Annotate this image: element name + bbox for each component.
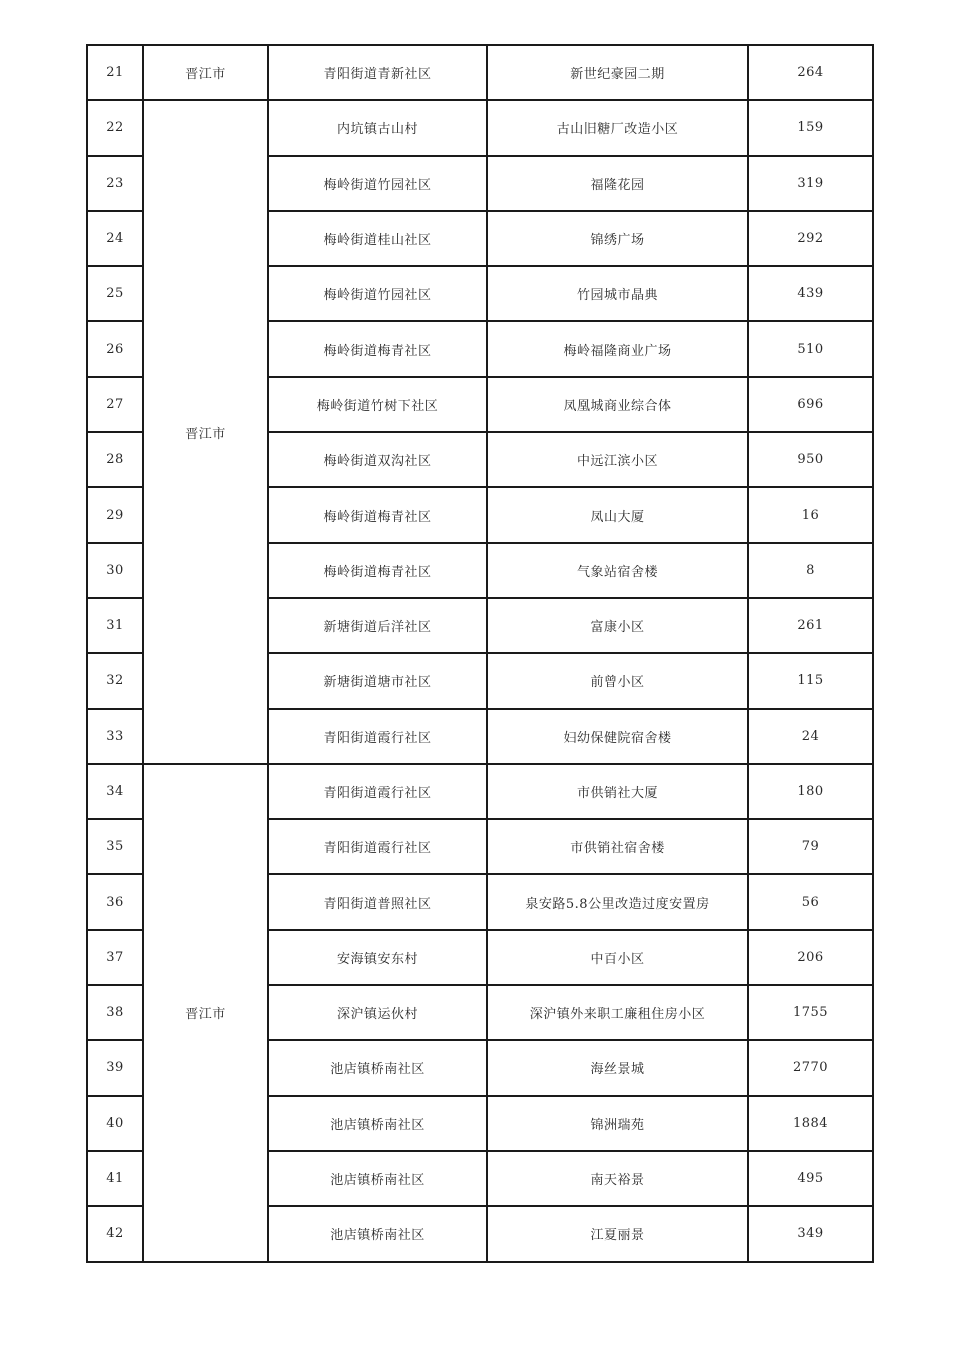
project-cell: 妇幼保健院宿舍楼 xyxy=(487,709,748,764)
row-number-cell: 36 xyxy=(87,874,143,929)
project-cell: 古山旧糖厂改造小区 xyxy=(487,100,748,155)
table-row xyxy=(87,45,873,100)
community-cell: 梅岭街道竹园社区 xyxy=(268,266,487,321)
row-number-cell: 30 xyxy=(87,543,143,598)
row-number-cell: 39 xyxy=(87,1040,143,1095)
project-cell: 市供销社大厦 xyxy=(487,764,748,819)
row-number-cell: 29 xyxy=(87,487,143,542)
project-cell: 深沪镇外来职工廉租住房小区 xyxy=(487,985,748,1040)
units-cell: 180 xyxy=(748,764,873,819)
city-cell: 晋江市 xyxy=(143,764,268,1262)
row-number-cell: 42 xyxy=(87,1206,143,1261)
units-cell: 439 xyxy=(748,266,873,321)
row-number-cell: 21 xyxy=(87,45,143,100)
project-cell: 市供销社宿舍楼 xyxy=(487,819,748,874)
housing-table xyxy=(86,44,874,1263)
project-cell: 富康小区 xyxy=(487,598,748,653)
community-cell: 青阳街道霞行社区 xyxy=(268,709,487,764)
units-cell: 1755 xyxy=(748,985,873,1040)
project-cell: 新世纪豪园二期 xyxy=(487,45,748,100)
units-cell: 950 xyxy=(748,432,873,487)
table-body xyxy=(87,45,873,1262)
community-cell: 梅岭街道桂山社区 xyxy=(268,211,487,266)
units-cell: 206 xyxy=(748,930,873,985)
community-cell: 青阳街道普照社区 xyxy=(268,874,487,929)
row-number-cell: 26 xyxy=(87,321,143,376)
row-number-cell: 41 xyxy=(87,1151,143,1206)
row-number-cell: 38 xyxy=(87,985,143,1040)
project-cell: 中百小区 xyxy=(487,930,748,985)
community-cell: 池店镇桥南社区 xyxy=(268,1096,487,1151)
units-cell: 115 xyxy=(748,653,873,708)
community-cell: 池店镇桥南社区 xyxy=(268,1206,487,1261)
row-number-cell: 35 xyxy=(87,819,143,874)
community-cell: 内坑镇古山村 xyxy=(268,100,487,155)
project-cell: 前曾小区 xyxy=(487,653,748,708)
table-row xyxy=(87,764,873,819)
project-cell: 海丝景城 xyxy=(487,1040,748,1095)
project-cell: 梅岭福隆商业广场 xyxy=(487,321,748,376)
row-number-cell: 40 xyxy=(87,1096,143,1151)
city-cell: 晋江市 xyxy=(143,45,268,100)
project-cell: 福隆花园 xyxy=(487,156,748,211)
city-cell: 晋江市 xyxy=(143,100,268,764)
row-number-cell: 22 xyxy=(87,100,143,155)
project-cell: 江夏丽景 xyxy=(487,1206,748,1261)
units-cell: 79 xyxy=(748,819,873,874)
project-cell: 中远江滨小区 xyxy=(487,432,748,487)
units-cell: 319 xyxy=(748,156,873,211)
row-number-cell: 24 xyxy=(87,211,143,266)
units-cell: 56 xyxy=(748,874,873,929)
row-number-cell: 34 xyxy=(87,764,143,819)
community-cell: 池店镇桥南社区 xyxy=(268,1151,487,1206)
community-cell: 青阳街道青新社区 xyxy=(268,45,487,100)
units-cell: 264 xyxy=(748,45,873,100)
units-cell: 495 xyxy=(748,1151,873,1206)
project-cell: 凤山大厦 xyxy=(487,487,748,542)
units-cell: 24 xyxy=(748,709,873,764)
project-cell: 泉安路5.8公里改造过度安置房 xyxy=(487,874,748,929)
community-cell: 梅岭街道双沟社区 xyxy=(268,432,487,487)
community-cell: 新塘街道塘市社区 xyxy=(268,653,487,708)
community-cell: 梅岭街道梅青社区 xyxy=(268,321,487,376)
project-cell: 竹园城市晶典 xyxy=(487,266,748,321)
row-number-cell: 32 xyxy=(87,653,143,708)
community-cell: 梅岭街道竹树下社区 xyxy=(268,377,487,432)
units-cell: 16 xyxy=(748,487,873,542)
community-cell: 青阳街道霞行社区 xyxy=(268,764,487,819)
units-cell: 8 xyxy=(748,543,873,598)
units-cell: 292 xyxy=(748,211,873,266)
units-cell: 159 xyxy=(748,100,873,155)
community-cell: 深沪镇运伙村 xyxy=(268,985,487,1040)
row-number-cell: 25 xyxy=(87,266,143,321)
community-cell: 安海镇安东村 xyxy=(268,930,487,985)
community-cell: 梅岭街道竹园社区 xyxy=(268,156,487,211)
row-number-cell: 37 xyxy=(87,930,143,985)
table-row xyxy=(87,100,873,155)
units-cell: 349 xyxy=(748,1206,873,1261)
row-number-cell: 33 xyxy=(87,709,143,764)
row-number-cell: 28 xyxy=(87,432,143,487)
community-cell: 青阳街道霞行社区 xyxy=(268,819,487,874)
row-number-cell: 23 xyxy=(87,156,143,211)
community-cell: 新塘街道后洋社区 xyxy=(268,598,487,653)
row-number-cell: 27 xyxy=(87,377,143,432)
community-cell: 池店镇桥南社区 xyxy=(268,1040,487,1095)
project-cell: 凤凰城商业综合体 xyxy=(487,377,748,432)
row-number-cell: 31 xyxy=(87,598,143,653)
project-cell: 锦绣广场 xyxy=(487,211,748,266)
units-cell: 1884 xyxy=(748,1096,873,1151)
project-cell: 南天裕景 xyxy=(487,1151,748,1206)
community-cell: 梅岭街道梅青社区 xyxy=(268,487,487,542)
units-cell: 510 xyxy=(748,321,873,376)
units-cell: 696 xyxy=(748,377,873,432)
project-cell: 气象站宿舍楼 xyxy=(487,543,748,598)
units-cell: 261 xyxy=(748,598,873,653)
community-cell: 梅岭街道梅青社区 xyxy=(268,543,487,598)
units-cell: 2770 xyxy=(748,1040,873,1095)
project-cell: 锦洲瑞苑 xyxy=(487,1096,748,1151)
